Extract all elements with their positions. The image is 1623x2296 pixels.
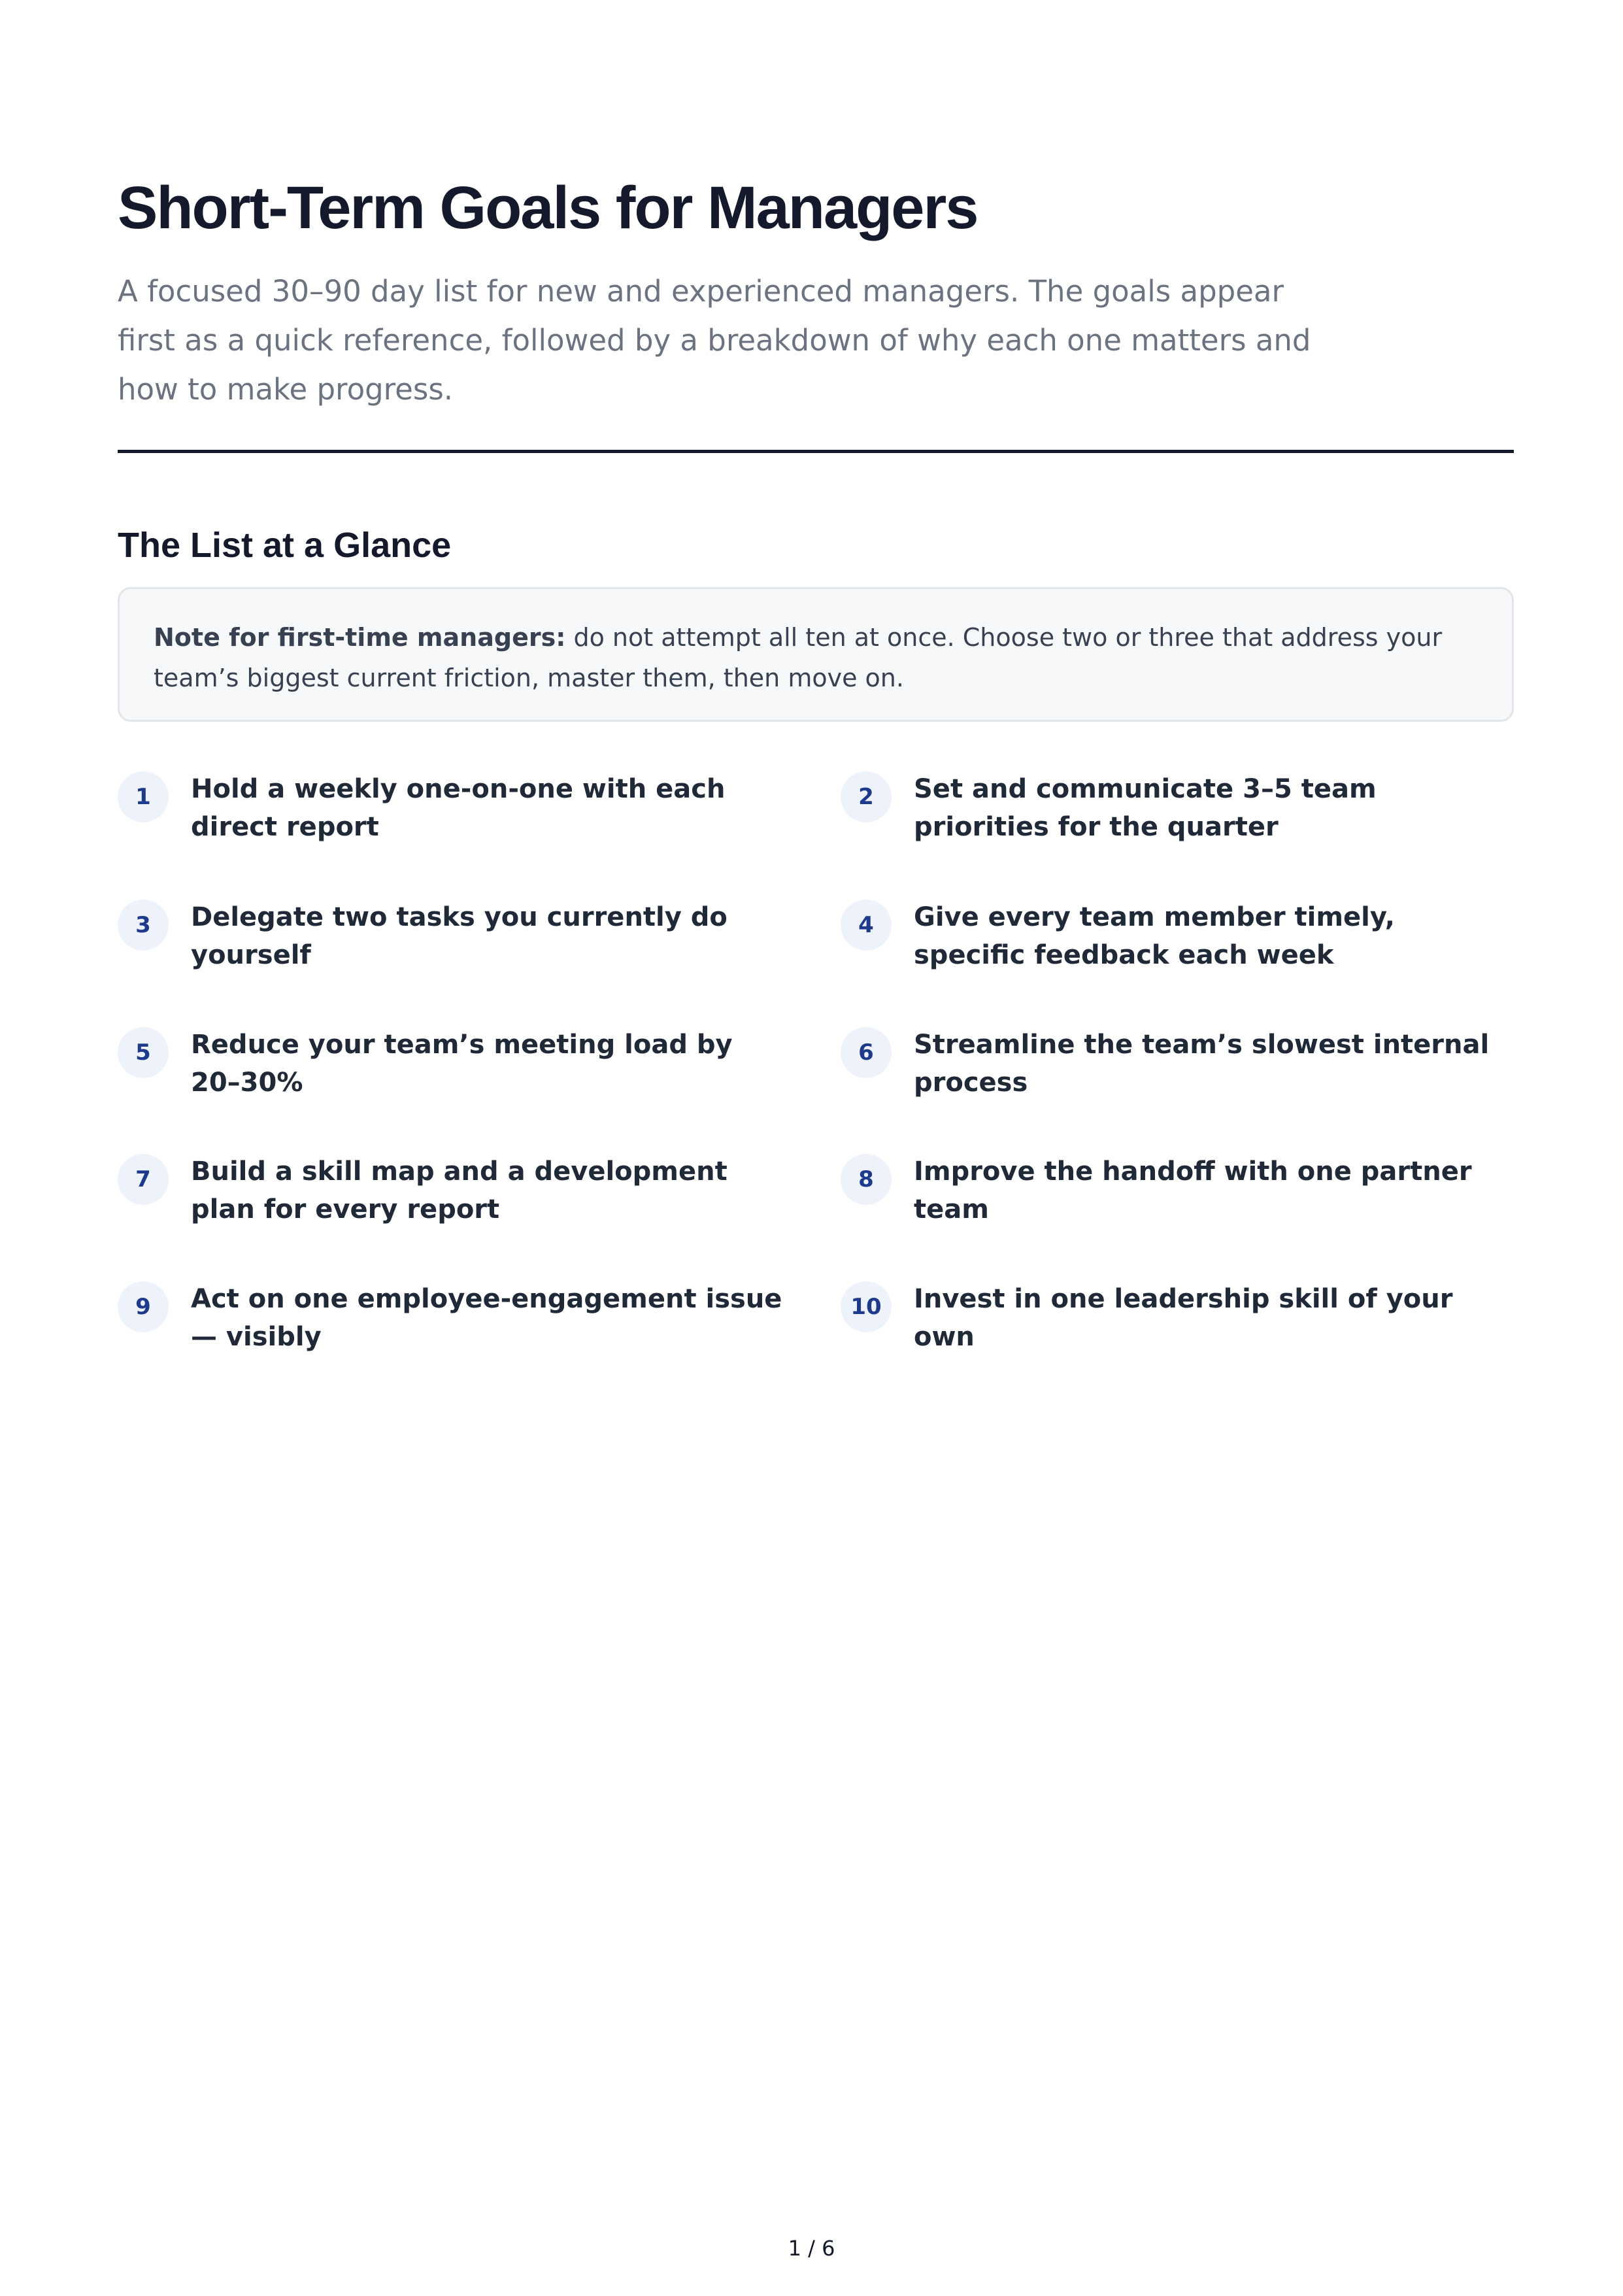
goal-text: Delegate two tasks you currently do yourself — [191, 902, 728, 970]
goal-text: Hold a weekly one-on-one with each direct report — [191, 774, 726, 842]
goal-item — [118, 770, 784, 846]
goal-text: Build a skill map and a development plan for every report — [191, 1156, 728, 1224]
goal-number-badge: 6 — [841, 1027, 892, 1078]
goal-number-badge: 5 — [118, 1027, 169, 1078]
title-divider — [118, 450, 1514, 453]
goal-item — [841, 1153, 1507, 1228]
page-number: 1 / 6 — [788, 2236, 835, 2261]
goal-text: Set and communicate 3–5 team priorities for the quarter — [914, 774, 1377, 842]
goal-item — [841, 898, 1507, 974]
note-label: Note for first-time managers: — [154, 623, 566, 652]
goal-number-badge: 4 — [841, 900, 892, 951]
goal-text: Give every team member timely, specific feedback each week — [914, 902, 1395, 970]
goal-text: Improve the handoff with one partner team — [914, 1156, 1472, 1224]
goal-item — [118, 1153, 784, 1228]
note-callout — [118, 587, 1514, 722]
intro-paragraph: A focused 30–90 day list for new and experienced managers. The goals appear first as a quick reference, followed by a breakdown of why each one matters and how to make progress. — [118, 274, 1311, 407]
goal-number-badge: 10 — [841, 1281, 892, 1332]
goal-number-badge: 7 — [118, 1154, 169, 1205]
goal-number-badge: 1 — [118, 771, 169, 822]
goal-text: Invest in one leadership skill of your own — [914, 1284, 1453, 1352]
goal-number-badge: 9 — [118, 1281, 169, 1332]
goal-item — [118, 898, 784, 974]
goal-text: Reduce your team’s meeting load by 20–30% — [191, 1030, 733, 1098]
goal-item — [841, 770, 1507, 846]
goal-number-badge: 2 — [841, 771, 892, 822]
goal-text: Streamline the team’s slowest internal process — [914, 1030, 1490, 1098]
goal-item — [841, 1026, 1507, 1102]
goal-text: Act on one employee-engagement issue — visibly — [191, 1284, 782, 1352]
note-text: do not attempt all ten at once. Choose two or three that address your team’s biggest current friction, master them, then move on. — [154, 623, 1443, 692]
page-title: Short-Term Goals for Managers — [118, 175, 978, 241]
goal-item — [118, 1280, 784, 1356]
goal-number-badge: 3 — [118, 900, 169, 951]
goal-item — [118, 1026, 784, 1102]
goal-number-badge: 8 — [841, 1154, 892, 1205]
goal-item — [841, 1280, 1507, 1356]
section-heading: The List at a Glance — [118, 526, 452, 565]
